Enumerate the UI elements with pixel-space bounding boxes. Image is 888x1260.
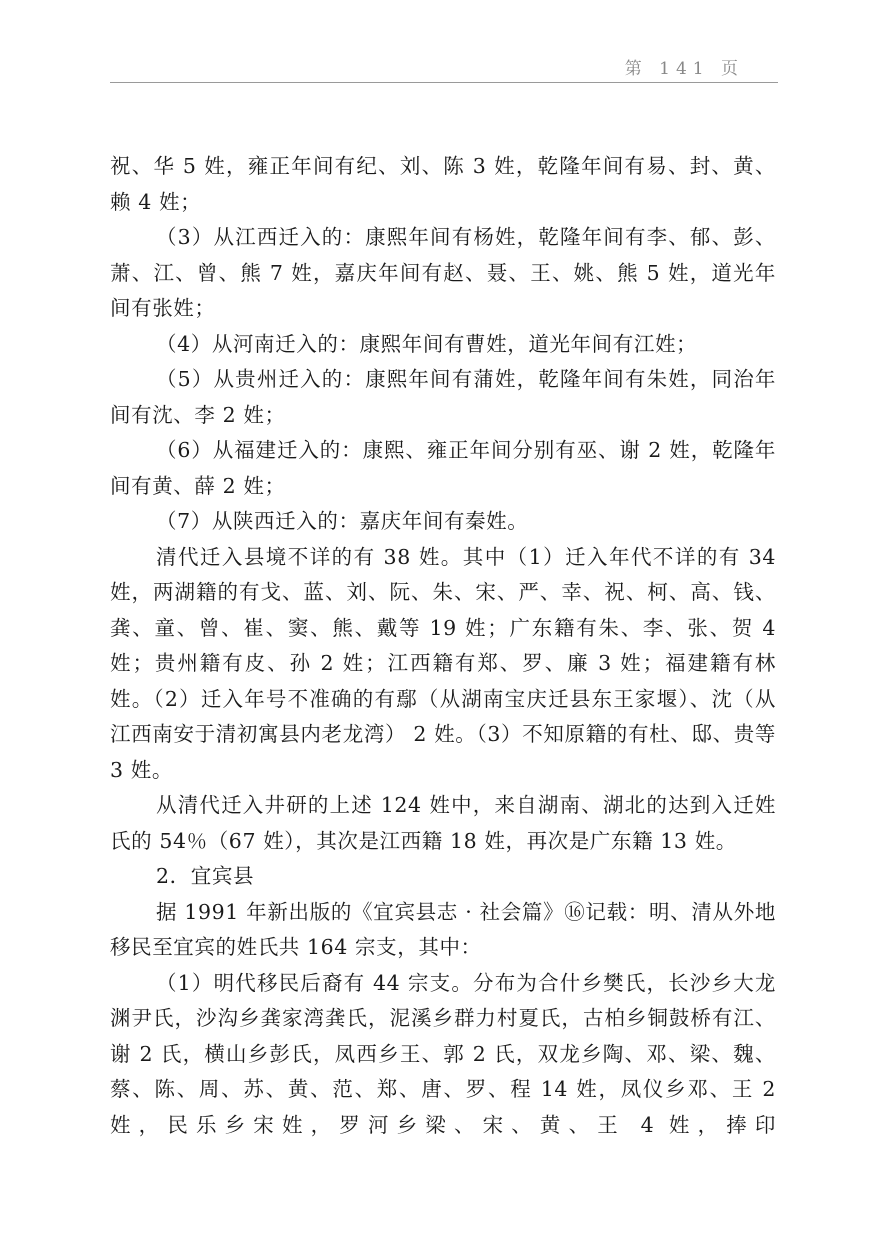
paragraph-continued: 祝、华 5 姓，雍正年间有纪、刘、陈 3 姓，乾隆年间有易、封、黄、赖 4 姓； (110, 154, 776, 214)
page-body (110, 149, 776, 1143)
paragraph-jiangxi: （3）从江西迁入的：康熙年间有杨姓，乾隆年间有李、郁、彭、萧、江、曾、熊 7 姓，嘉庆年间有赵、聂、王、姚、熊 5 姓，道光年间有张姓； (110, 225, 776, 320)
paragraph-unknown-origin: 清代迁入县境不详的有 38 姓。其中（1）迁入年代不详的有 34 姓，两湖籍的有戈、蓝、刘、阮、朱、宋、严、幸、祝、柯、高、钱、龚、童、曾、崔、窦、熊、戴等 19 姓；广东籍有朱、李、张、贺 4 姓；贵州籍有皮、孙 2 姓；江西籍有郑、罗、廉 3 姓；福建籍有林姓。（2）迁入年号不准确的有鄢（从湖南宝庆迁县东王家堰）、沈（从江西南安于清初寓县内老龙湾） 2 姓。（3）不知原籍的有杜、邸、贵等 3 姓。 (110, 544, 776, 782)
paragraph-shaanxi: （7）从陕西迁入的：嘉庆年间有秦姓。 (156, 509, 529, 533)
paragraph-fujian: （6）从福建迁入的：康熙、雍正年间分别有巫、谢 2 姓，乾隆年间有黄、薛 2 姓； (110, 438, 776, 498)
paragraph-summary: 从清代迁入井研的上述 124 姓中，来自湖南、湖北的达到入迁姓氏的 54％（67 姓），其次是江西籍 18 姓，再次是广东籍 13 姓。 (110, 793, 776, 853)
paragraph-guizhou: （5）从贵州迁入的：康熙年间有蒲姓，乾隆年间有朱姓，同治年间有沈、李 2 姓； (110, 367, 776, 427)
paragraph-ming-migrants: （1）明代移民后裔有 44 宗支。分布为合什乡樊氏，长沙乡大龙渊尹氏，沙沟乡龚家湾龚氏，泥溪乡群力村夏氏，古柏乡铜鼓桥有江、谢 2 氏，横山乡彭氏，凤西乡王、郭 2 氏，双龙乡陶、邓、梁、魏、蔡、陈、周、苏、黄、范、郑、唐、罗、程 14 姓，凤仪乡邓、王 2 姓，民乐乡宋姓，罗河乡梁、宋、黄、王 4 姓，捧印 (110, 970, 776, 1137)
paragraph-yibin-intro: 据 1991 年新出版的《宜宾县志 · 社会篇》⑯记载：明、清从外地移民至宜宾的姓氏共 164 宗支，其中： (110, 899, 776, 959)
page-header (110, 52, 778, 83)
paragraph-henan: （4）从河南迁入的：康熙年间有曹姓，道光年间有江姓； (156, 331, 698, 356)
page-number: 第 141 页 (624, 59, 744, 79)
section-heading: 2．宜宾县 (156, 864, 255, 888)
